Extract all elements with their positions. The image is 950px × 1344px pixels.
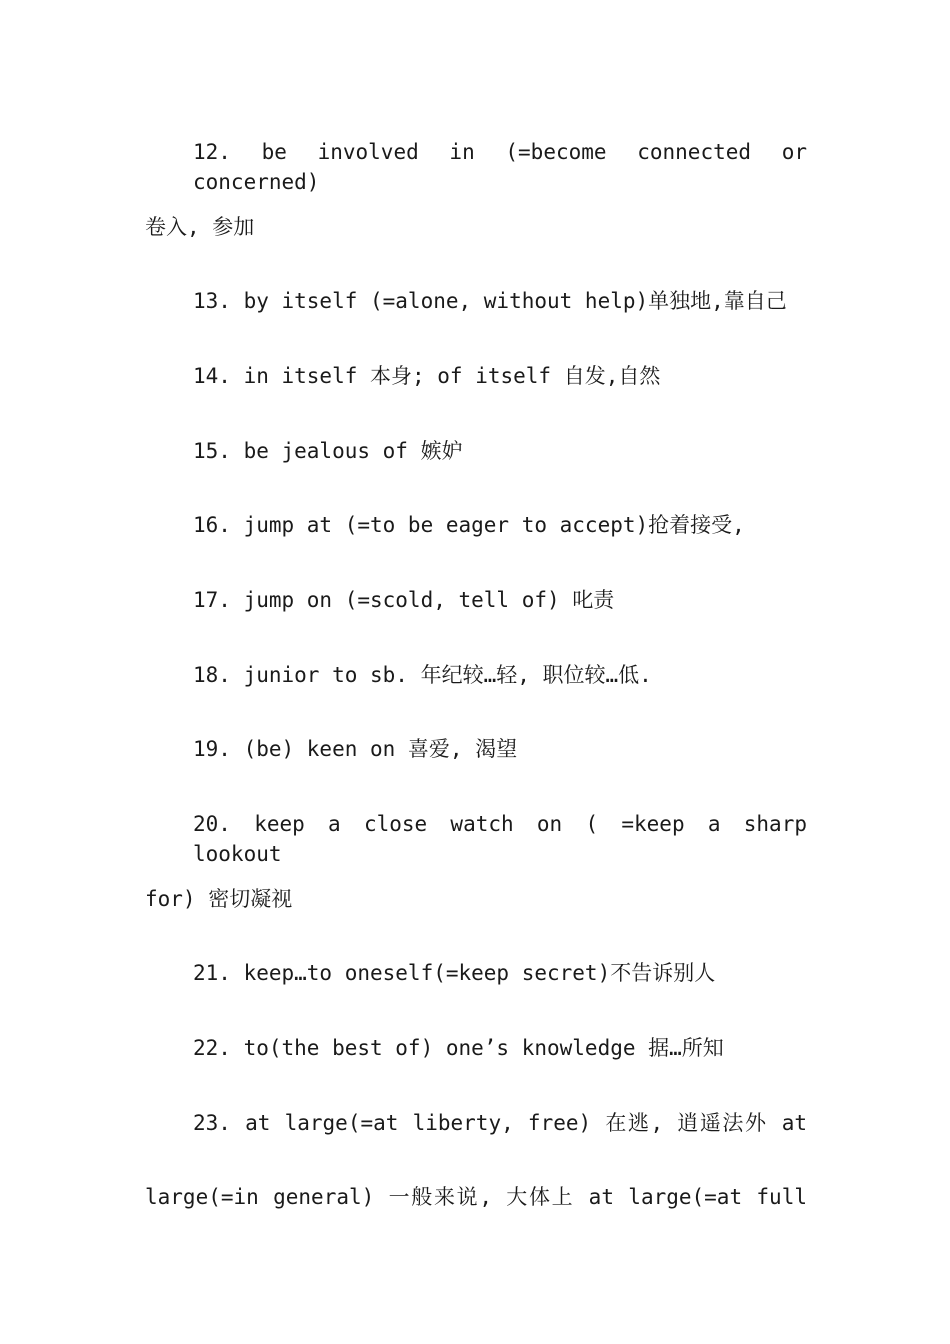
- entry-12-line-1: 12. be involved in (=become connected or concerned): [193, 140, 807, 194]
- entry-16: 16. jump at (=to be eager to accept)抢着接受,: [193, 513, 745, 537]
- entry-17: 17. jump on (=scold, tell of) 叱责: [193, 588, 615, 612]
- entry-23-line-2: large(=in general) 一般来说, 大体上 at large(=at full: [145, 1185, 807, 1209]
- entry-21: 21. keep…to oneself(=keep secret)不告诉别人: [193, 961, 716, 985]
- entry-19: 19. (be) keen on 喜爱, 渴望: [193, 737, 518, 761]
- entry-13: 13. by itself (=alone, without help)单独地,靠自己: [193, 289, 787, 313]
- entry-23-line-1: 23. at large(=at liberty, free) 在逃, 逍遥法外 at: [193, 1111, 807, 1135]
- entry-14: 14. in itself 本身; of itself 自发,自然: [193, 364, 661, 388]
- entry-20-line-1: 20. keep a close watch on ( =keep a sharp lookout: [193, 812, 807, 866]
- entry-22: 22. to(the best of) one’s knowledge 据…所知: [193, 1036, 724, 1060]
- entry-12-line-2: 卷入, 参加: [145, 215, 255, 239]
- entry-18: 18. junior to sb. 年纪较…轻, 职位较…低.: [193, 663, 652, 687]
- entry-20-line-2: for) 密切凝视: [145, 887, 293, 911]
- entry-15: 15. be jealous of 嫉妒: [193, 439, 463, 463]
